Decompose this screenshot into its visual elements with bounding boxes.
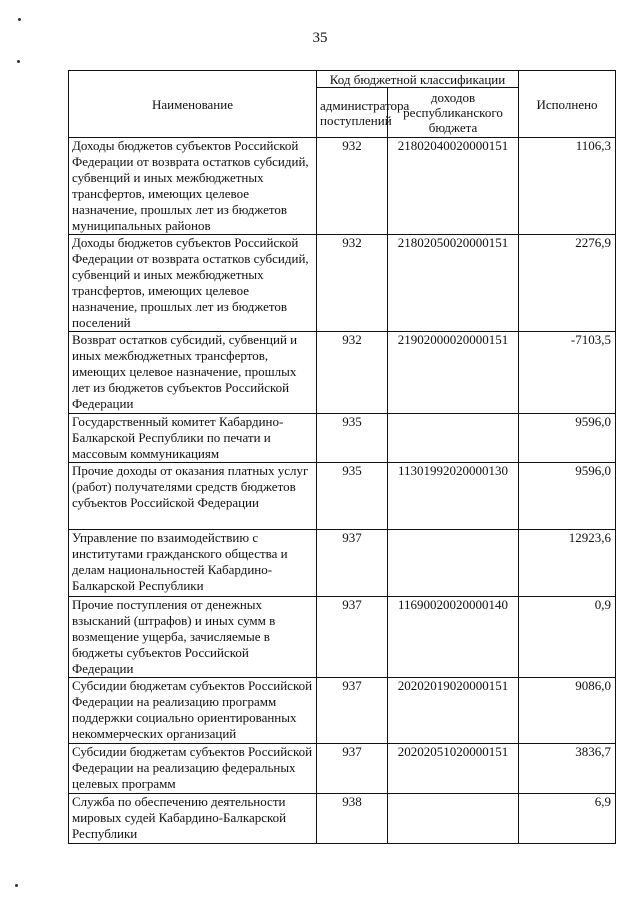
page-number: 35: [312, 30, 328, 46]
scan-speck: [18, 18, 21, 21]
row-admin-code: 937: [317, 530, 388, 597]
row-name: Доходы бюджетов субъектов Российской Федерации от возврата остатков субсидий, субвенций и иных межбюджетных трансфертов, имеющих целевое назначение, прошлых лет из бюджетов поселений: [69, 235, 317, 332]
row-executed: 9596,0: [519, 414, 616, 463]
row-name: Субсидии бюджетам субъектов Российской Федерации на реализацию программ поддержки социально ориентированных некоммерческих организаций: [69, 678, 317, 744]
row-executed: 6,9: [519, 794, 616, 844]
row-executed: 0,9: [519, 597, 616, 678]
row-income-code: 20202051020000151: [388, 744, 519, 794]
table-row: [69, 414, 616, 463]
budget-table: [68, 70, 616, 844]
row-name: Субсидии бюджетам субъектов Российской Федерации на реализацию федеральных целевых программ: [69, 744, 317, 794]
row-admin-code: 937: [317, 597, 388, 678]
table-row: [69, 597, 616, 678]
row-name: Доходы бюджетов субъектов Российской Федерации от возврата остатков субсидий, субвенций и иных межбюджетных трансфертов, имеющих целевое назначение, прошлых лет из бюджетов муниципальных районов: [69, 138, 317, 235]
header-executed: Исполнено: [519, 71, 616, 138]
scan-speck: [15, 884, 18, 887]
table-row: [69, 794, 616, 844]
row-income-code: [388, 414, 519, 463]
table-row: [69, 530, 616, 597]
row-income-code: [388, 530, 519, 597]
row-admin-code: 932: [317, 235, 388, 332]
table-row: [69, 332, 616, 414]
row-income-code: 11301992020000130: [388, 463, 519, 530]
row-income-code: 20202019020000151: [388, 678, 519, 744]
row-executed: -7103,5: [519, 332, 616, 414]
header-code-group: Код бюджетной классификации: [317, 71, 519, 88]
row-admin-code: 938: [317, 794, 388, 844]
row-executed: 1106,3: [519, 138, 616, 235]
row-income-code: [388, 794, 519, 844]
row-admin-code: 935: [317, 414, 388, 463]
table-row: [69, 744, 616, 794]
row-income-code: 21902000020000151: [388, 332, 519, 414]
row-executed: 12923,6: [519, 530, 616, 597]
table-row: [69, 138, 616, 235]
scan-speck: [17, 60, 20, 63]
row-name: Возврат остатков субсидий, субвенций и иных межбюджетных трансфертов, имеющих целевое назначение, прошлых лет из бюджетов субъектов Российской Федерации: [69, 332, 317, 414]
row-admin-code: 937: [317, 678, 388, 744]
table-row: [69, 235, 616, 332]
row-name: Прочие поступления от денежных взысканий (штрафов) и иных сумм в возмещение ущерба, зачисляемые в бюджеты субъектов Российской Федерации: [69, 597, 317, 678]
table-row: [69, 678, 616, 744]
header-income: доходов республиканского бюджета: [388, 88, 519, 138]
row-executed: 9596,0: [519, 463, 616, 530]
row-admin-code: 937: [317, 744, 388, 794]
row-executed: 9086,0: [519, 678, 616, 744]
row-executed: 2276,9: [519, 235, 616, 332]
row-name: Прочие доходы от оказания платных услуг (работ) получателями средств бюджетов субъектов Российской Федерации: [69, 463, 317, 530]
row-income-code: 21802040020000151: [388, 138, 519, 235]
header-admin: администратора поступлений: [317, 88, 388, 138]
row-name: Служба по обеспечению деятельности мировых судей Кабардино-Балкарской Республики: [69, 794, 317, 844]
row-income-code: 11690020020000140: [388, 597, 519, 678]
row-admin-code: 932: [317, 138, 388, 235]
header-name: Наименование: [69, 71, 317, 138]
row-name: Государственный комитет Кабардино-Балкарской Республики по печати и массовым коммуникациям: [69, 414, 317, 463]
table-row: [69, 463, 616, 530]
row-name: Управление по взаимодействию с институтами гражданского общества и делам национальностей Кабардино-Балкарской Республики: [69, 530, 317, 597]
row-admin-code: 932: [317, 332, 388, 414]
row-income-code: 21802050020000151: [388, 235, 519, 332]
row-executed: 3836,7: [519, 744, 616, 794]
row-admin-code: 935: [317, 463, 388, 530]
